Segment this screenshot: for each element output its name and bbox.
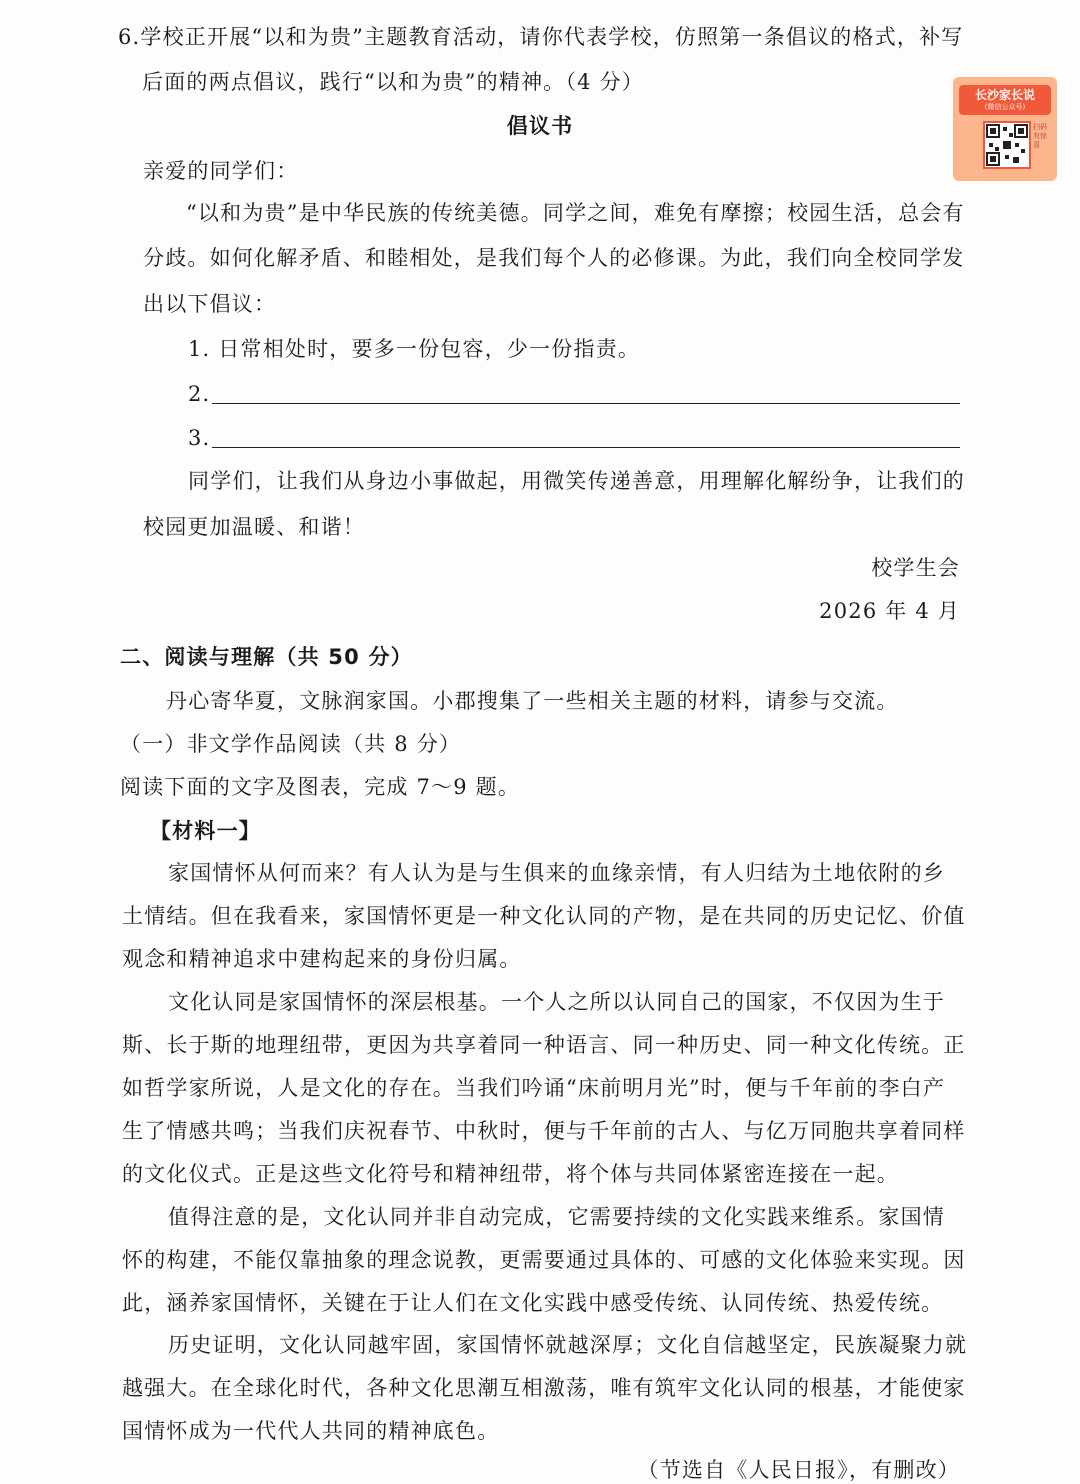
reading-instruction: 阅读下面的文字及图表，完成 7～9 题。	[120, 775, 521, 799]
proposal-body-line-2: 分歧。如何化解矛盾、和睦相处，是我们每个人的必修课。为此，我们向全校同学发	[143, 246, 965, 270]
badge-title: 长沙家长说	[974, 88, 1035, 102]
material-1-title: 【材料一】	[150, 819, 261, 843]
proposal-date: 2026 年 4 月	[819, 599, 960, 623]
proposal-salutation: 亲爱的同学们：	[143, 159, 299, 183]
proposal-item-2-label: 2.	[188, 382, 211, 406]
proposal-title: 倡议书	[506, 114, 574, 138]
paragraph-4-line-1: 历史证明，文化认同越牢固，家国情怀就越深厚；文化自信越坚定，民族凝聚力就	[168, 1333, 968, 1357]
paragraph-3-line-2: 怀的构建，不能仅靠抽象的理念说教，更需要通过具体的、可感的文化体验来实现。因	[122, 1248, 966, 1272]
proposal-signature: 校学生会	[871, 556, 960, 580]
qr-badge[interactable]	[953, 77, 1057, 181]
source-citation: （节选自《人民日报》，有删改）	[637, 1458, 960, 1482]
paragraph-1-line-3: 观念和精神追求中建构起来的身份归属。	[122, 947, 522, 971]
question-6-line-2: 后面的两点倡议，践行“以和为贵”的精神。（4 分）	[142, 70, 645, 94]
paragraph-1-line-1: 家国情怀从何而来？有人认为是与生俱来的血缘亲情，有人归结为土地依附的乡	[168, 861, 945, 885]
answer-blank-3[interactable]	[212, 447, 960, 448]
proposal-body-line-3: 出以下倡议：	[143, 292, 277, 316]
paragraph-4-line-3: 国情怀成为一代代人共同的精神底色。	[122, 1419, 500, 1443]
badge-subtitle: (微信公众号)	[984, 103, 1026, 111]
paragraph-2-line-4: 生了情感共鸣；当我们庆祝春节、中秋时，便与千年前的古人、与亿万同胞共享着同样	[122, 1119, 966, 1143]
proposal-closing-line-1: 同学们，让我们从身边小事做起，用微笑传递善意，用理解化解纷争，让我们的	[188, 469, 965, 493]
proposal-body-line-1: “以和为贵”是中华民族的传统美德。同学之间，难免有摩擦；校园生活，总会有	[186, 201, 965, 225]
qr-code-icon[interactable]	[983, 121, 1031, 169]
paragraph-2-line-2: 斯、长于斯的地理纽带，更因为共享着同一种语言、同一种历史、同一种文化传统。正	[122, 1033, 966, 1057]
question-6-line-1: 6.学校正开展“以和为贵”主题教育活动，请你代表学校，仿照第一条倡议的格式，补写	[118, 25, 964, 49]
section-2-intro: 丹心寄华夏，文脉润家国。小郡搜集了一些相关主题的材料，请参与交流。	[166, 689, 899, 713]
badge-header	[959, 85, 1051, 115]
subsection-heading: （一）非文学作品阅读（共 8 分）	[120, 732, 462, 756]
proposal-item-1: 1. 日常相处时，要多一份包容，少一份指责。	[188, 337, 641, 361]
paragraph-3-line-1: 值得注意的是，文化认同并非自动完成，它需要持续的文化实践来维系。家国情	[168, 1205, 945, 1229]
section-2-heading: 二、阅读与理解（共 50 分）	[120, 645, 413, 669]
paragraph-3-line-3: 此，涵养家国情怀，关键在于让人们在文化实践中感受传统、认同传统、热爱传统。	[122, 1291, 944, 1315]
badge-side-text: 扫码有惊喜	[1033, 123, 1047, 149]
paragraph-2-line-1: 文化认同是家国情怀的深层根基。一个人之所以认同自己的国家，不仅因为生于	[168, 990, 945, 1014]
proposal-closing-line-2: 校园更加温暖、和谐！	[143, 515, 365, 539]
answer-blank-2[interactable]	[212, 403, 960, 404]
paragraph-2-line-5: 的文化仪式。正是这些文化符号和精神纽带，将个体与共同体紧密连接在一起。	[122, 1162, 899, 1186]
paragraph-1-line-2: 土情结。但在我看来，家国情怀更是一种文化认同的产物，是在共同的历史记忆、价值	[122, 904, 966, 928]
paragraph-4-line-2: 越强大。在全球化时代，各种文化思潮互相激荡，唯有筑牢文化认同的根基，才能使家	[122, 1376, 966, 1400]
proposal-item-3-label: 3.	[188, 426, 211, 450]
paragraph-2-line-3: 如哲学家所说，人是文化的存在。当我们吟诵“床前明月光”时，便与千年前的李白产	[122, 1076, 946, 1100]
